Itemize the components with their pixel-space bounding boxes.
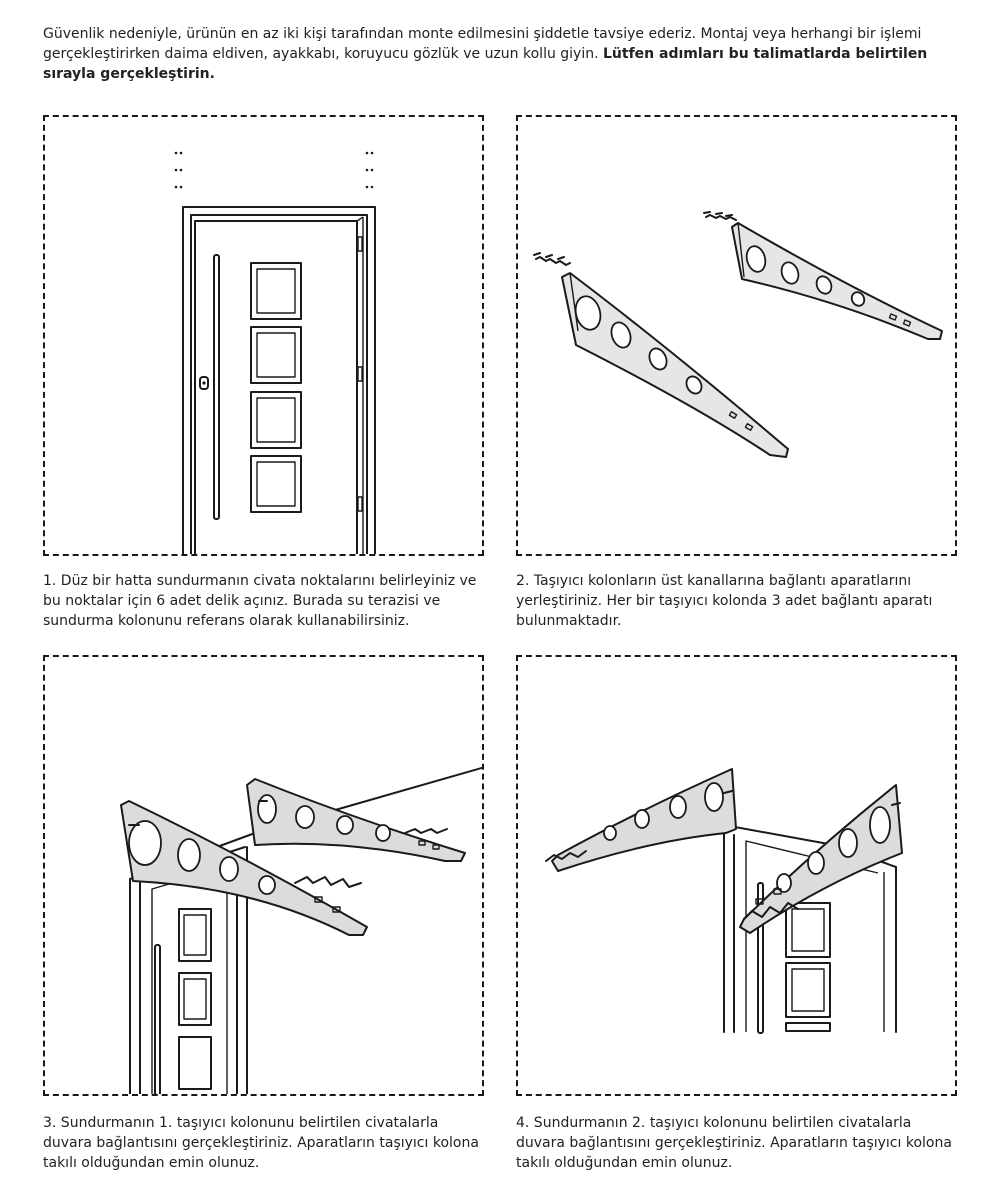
door-handle	[214, 255, 219, 519]
second-arm-mounted-drawing	[518, 657, 955, 1094]
drill-marks-right	[366, 152, 374, 189]
bracket-arm-back	[546, 769, 736, 871]
door-drill-points-drawing	[45, 117, 482, 554]
step-2-illustration	[516, 115, 957, 556]
intro-bold-text: Lütfen adımları bu talimatlarda belirtilen sırayla gerçekleştirin.	[43, 46, 928, 82]
door-frame	[183, 207, 375, 554]
safety-intro	[43, 24, 973, 84]
bracket-arm-front	[740, 785, 902, 933]
intro-text: Güvenlik nedeniyle, ürünün en az iki kişi tarafından monte edilmesini şiddetle tavsiye ederiz. Montaj veya herhangi bir işlemi gerçekleştirirken daima eldiven, ayakkabı, koruyucu gözlük ve uzun kollu giyin.	[43, 26, 922, 62]
step-4-illustration	[516, 655, 957, 1096]
step-3-caption: 3. Sundurmanın 1. taşıyıcı kolonunu belirtilen civatalarla duvara bağlantısını gerçekleştiriniz. Aparatların taşıyıcı kolona takılı olduğundan emin olunuz.	[43, 1115, 479, 1171]
step-2-caption: 2. Taşıyıcı kolonların üst kanallarına bağlantı aparatlarını yerleştiriniz. Her bir taşıyıcı kolonda 3 adet bağlantı aparatı bulunmaktadır.	[516, 573, 933, 629]
door-handle	[155, 945, 160, 1094]
first-arm-mounted-drawing	[45, 657, 482, 1094]
bracket-arms-drawing	[518, 117, 955, 554]
door-windows	[251, 263, 301, 512]
step-4-caption: 4. Sundurmanın 2. taşıyıcı kolonunu belirtilen civatalarla duvara bağlantısını gerçekleştiriniz. Aparatların taşıyıcı kolona takılı olduğundan emin olunuz.	[516, 1115, 952, 1171]
step-1-caption: 1. Düz bir hatta sundurmanın civata noktalarını belirleyiniz ve bu noktalar için 6 adet delik açınız. Burada su terazisi ve sundurma kolonunu referans olarak kullanabilirsiniz.	[43, 573, 477, 629]
step-3-illustration	[43, 655, 484, 1096]
bracket-arm-back	[704, 212, 942, 339]
drill-marks-left	[175, 152, 183, 189]
step-1-illustration	[43, 115, 484, 556]
bracket-arm-front	[534, 253, 788, 457]
bracket-arm-back	[247, 779, 465, 861]
